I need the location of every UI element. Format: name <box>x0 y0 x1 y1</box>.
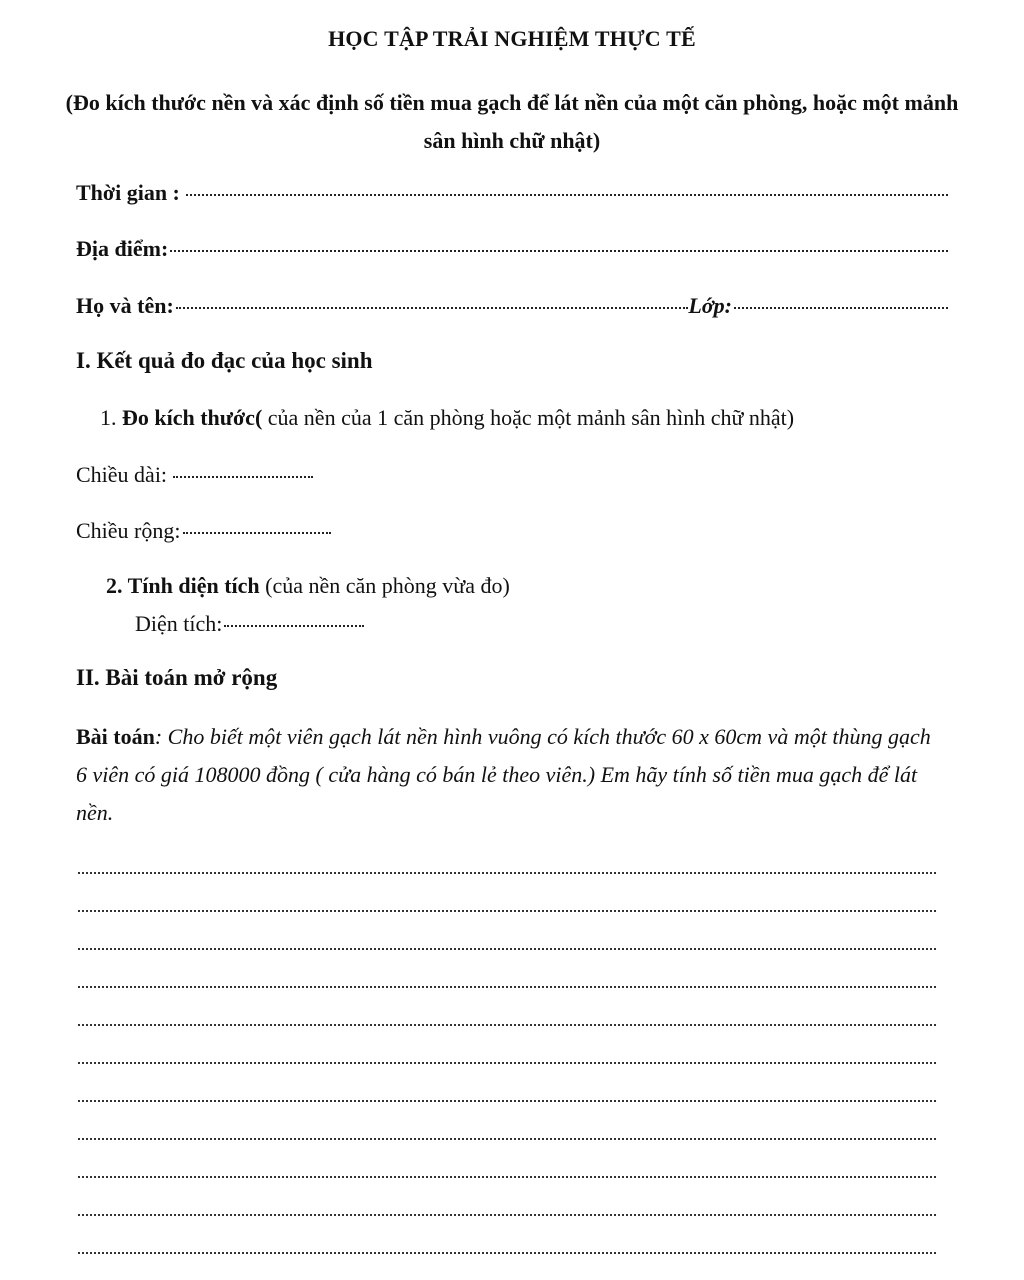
item-1-rest: của nền của 1 căn phòng hoặc một mảnh sân hình chữ nhật) <box>262 405 795 430</box>
problem-statement <box>76 718 946 832</box>
page-title: HỌC TẬP TRẢI NGHIỆM THỰC TẾ <box>328 26 696 51</box>
length-fill-line[interactable] <box>173 476 313 478</box>
answer-line[interactable] <box>78 910 936 912</box>
place-fill-line[interactable] <box>170 250 948 252</box>
answer-line[interactable] <box>78 1024 936 1026</box>
time-field[interactable] <box>76 180 948 206</box>
place-field[interactable] <box>76 236 948 262</box>
length-label: Chiều dài: <box>76 462 168 487</box>
answer-line[interactable] <box>78 1214 936 1216</box>
answer-line[interactable] <box>78 872 936 874</box>
answer-line[interactable] <box>78 986 936 988</box>
item-2-bold: 2. Tính diện tích <box>106 573 260 598</box>
width-fill-line[interactable] <box>183 532 331 534</box>
answer-line[interactable] <box>78 1062 936 1064</box>
name-class-field[interactable] <box>76 293 948 319</box>
page-subtitle: (Đo kích thước nền và xác định số tiền mua gạch để lát nền của một căn phòng, hoặc một mảnh sân hình chữ nhật) <box>65 90 959 153</box>
item-1-measure <box>100 405 794 431</box>
name-fill-line[interactable] <box>176 307 689 309</box>
answer-line[interactable] <box>78 1100 936 1102</box>
name-label: Họ và tên: <box>76 293 174 318</box>
item-1-bold: Đo kích thước( <box>122 405 263 430</box>
answer-line[interactable] <box>78 948 936 950</box>
place-label: Địa điểm: <box>76 236 169 261</box>
section-2-heading: II. Bài toán mở rộng <box>76 665 278 690</box>
width-label: Chiều rộng: <box>76 518 181 543</box>
section-1-heading: I. Kết quả đo đạc của học sinh <box>76 348 373 373</box>
class-fill-line[interactable] <box>734 307 948 309</box>
item-1-number: 1. <box>100 405 117 430</box>
width-field[interactable] <box>76 518 331 544</box>
answer-line[interactable] <box>78 1138 936 1140</box>
problem-text: : Cho biết một viên gạch lát nền hình vuông có kích thước 60 x 60cm và một thùng gạch 6 viên có giá 108000 đồng ( cửa hàng có bán lẻ theo viên.) Em hãy tính số tiền mua gạch để lát nền. <box>76 724 931 825</box>
item-2-area <box>106 573 510 599</box>
length-field[interactable] <box>76 462 313 488</box>
area-field[interactable] <box>135 611 364 637</box>
area-fill-line[interactable] <box>224 625 364 627</box>
problem-lead: Bài toán <box>76 724 155 749</box>
time-fill-line[interactable] <box>186 194 948 196</box>
area-label: Diện tích: <box>135 611 223 636</box>
class-label: Lớp: <box>688 293 732 318</box>
answer-line[interactable] <box>78 1252 936 1254</box>
item-2-rest: (của nền căn phòng vừa đo) <box>259 573 510 598</box>
answer-line[interactable] <box>78 1176 936 1178</box>
time-label: Thời gian : <box>76 180 180 205</box>
